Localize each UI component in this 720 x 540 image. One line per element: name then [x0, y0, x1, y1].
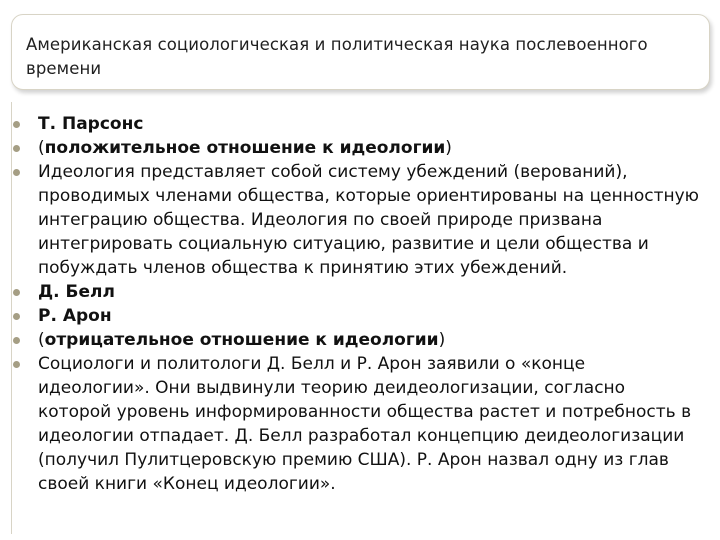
paren-open: ( [38, 138, 45, 158]
emphasis-text: отрицательное отношение к идеологии [44, 330, 439, 350]
list-item-text [38, 136, 702, 160]
paren-open: ( [38, 330, 45, 350]
slide-title: Американская социологическая и политическая наука послевоенного времени [26, 35, 648, 78]
list-item-text [38, 328, 702, 352]
content-box [11, 102, 709, 534]
bullet-icon [13, 145, 20, 152]
list-item-text: Р. Арон [38, 306, 112, 326]
list-item [12, 352, 702, 496]
bullet-list [12, 112, 702, 496]
bullet-icon [13, 361, 20, 368]
list-item-text: Социологи и политологи Д. Белл и Р. Арон заявили о «конце идеологии». Они выдвинули теорию деидеологизации, согласно которой уровень информированности общества растет и потребность в идеологии отпадает. Д. Белл разработал концепцию деидеологизации (получил Пулитцеровскую премию США). Р. Арон назвал одну из глав своей книги «Конец идеологии». [38, 354, 692, 494]
list-item [12, 160, 702, 280]
bullet-icon [13, 337, 20, 344]
list-item-text: Д. Белл [38, 282, 115, 302]
list-item [12, 136, 702, 160]
bullet-icon [13, 169, 20, 176]
bullet-icon [13, 121, 20, 128]
list-item [12, 328, 702, 352]
paren-close: ) [445, 138, 452, 158]
title-box [11, 14, 710, 90]
emphasis-text: положительное отношение к идеологии [44, 138, 446, 158]
bullet-icon [13, 289, 20, 296]
list-item [12, 112, 702, 136]
paren-close: ) [438, 330, 446, 350]
list-item-text: Т. Парсонс [38, 114, 144, 134]
list-item [12, 304, 702, 328]
list-item [12, 280, 702, 304]
list-item-text: Идеология представляет собой систему убеждений (верований), проводимых членами общества, которые ориентированы на ценностную интеграцию общества. Идеология по своей природе призвана интегрировать социальную ситуацию, развитие и цели общества и побуждать членов общества к принятию этих убеждений. [38, 162, 699, 278]
bullet-icon [13, 313, 20, 320]
